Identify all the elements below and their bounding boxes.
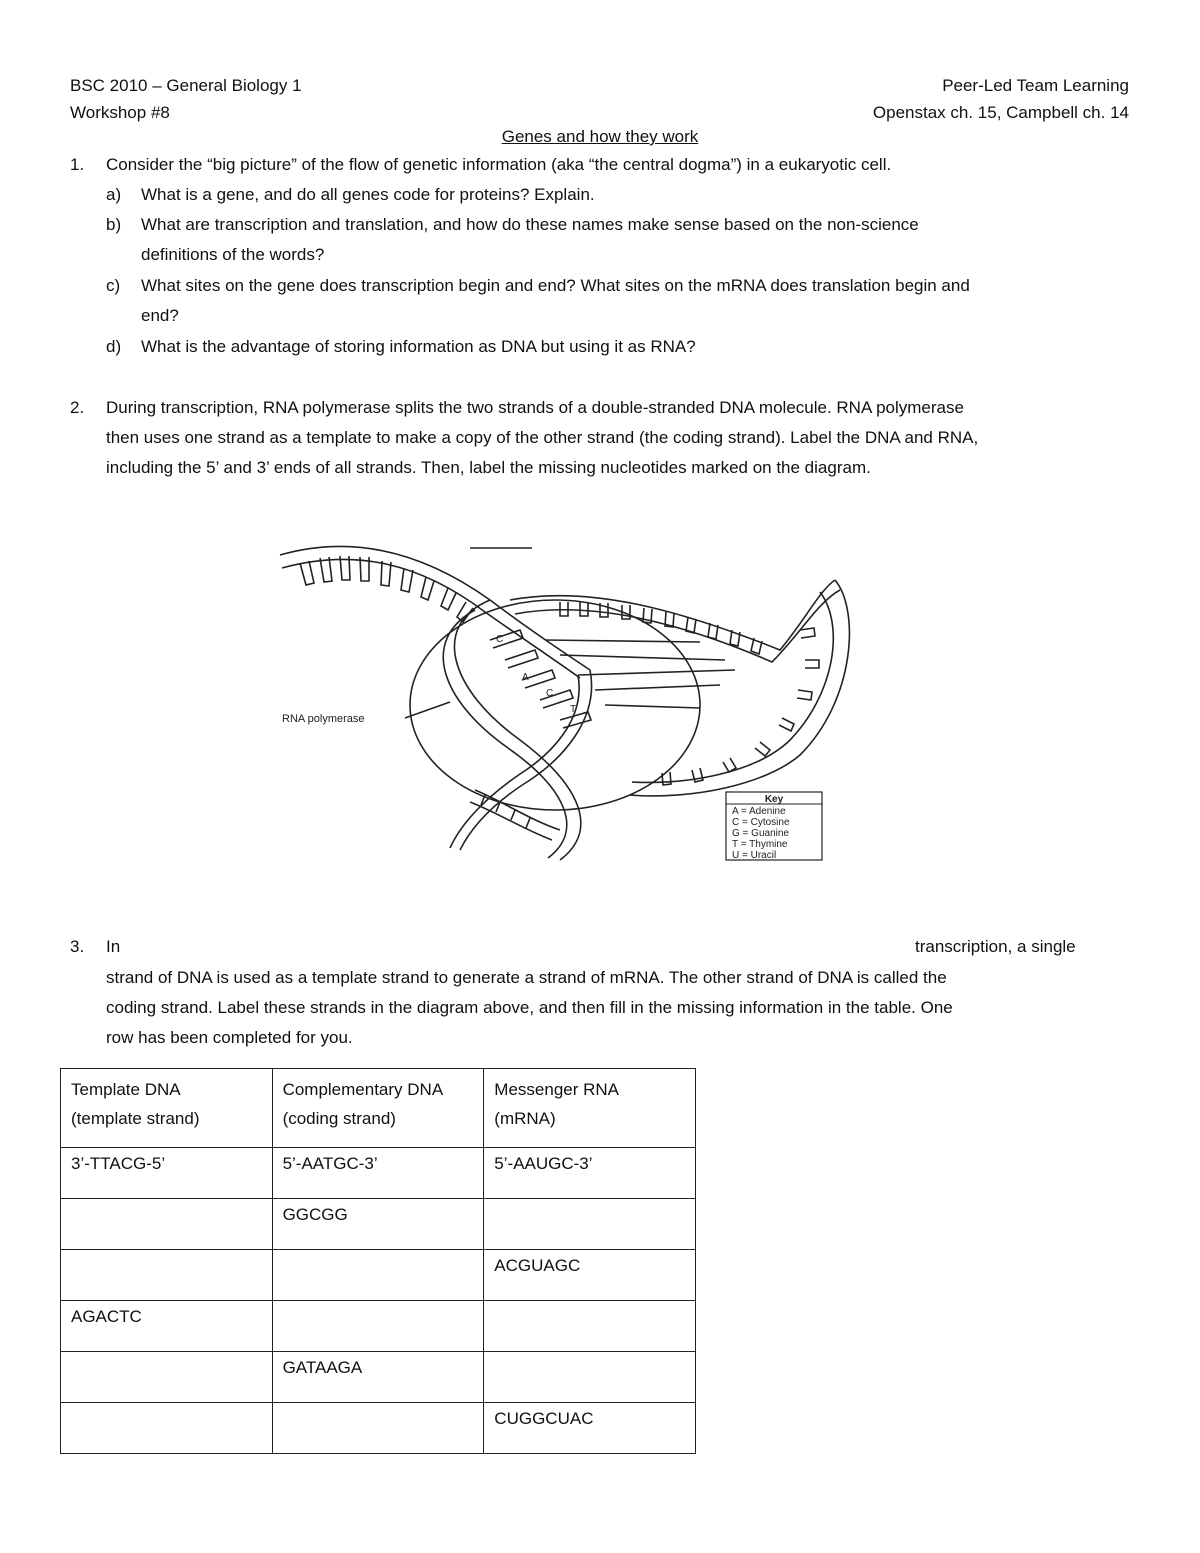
q1-part-text: What is a gene, and do all genes code for proteins? Explain. xyxy=(141,185,595,204)
table-row xyxy=(61,1250,696,1301)
table-cell[interactable] xyxy=(61,1199,273,1250)
table-cell: GATAAGA xyxy=(272,1352,484,1403)
table-cell: 5’-AAUGC-3’ xyxy=(484,1148,696,1199)
key-item: T = Thymine xyxy=(732,839,788,850)
q1-stem: Consider the “big picture” of the flow of genetic information (aka “the central dogma”) in a eukaryotic cell. xyxy=(106,155,892,174)
q1-part-label: c) xyxy=(106,276,121,295)
dna-upper-strand-inner xyxy=(282,559,580,678)
key-item: U = Uracil xyxy=(732,850,777,861)
rna-polymerase-pointer xyxy=(405,702,450,718)
q2-text: During transcription, RNA polymerase splits the two strands of a double-stranded DNA molecule. RNA polymerase xyxy=(106,398,964,417)
table-cell[interactable] xyxy=(484,1301,696,1352)
q3-number: 3. xyxy=(70,937,85,956)
rna-polymerase-shape xyxy=(410,600,700,810)
readings: Openstax ch. 15, Campbell ch. 14 xyxy=(872,103,1129,122)
q3-text: strand of DNA is used as a template strand to generate a strand of mRNA. The other strand of DNA is called the xyxy=(106,968,947,987)
table-row xyxy=(61,1199,696,1250)
workshop-number: Workshop #8 xyxy=(70,103,170,122)
table-cell: 3’-TTACG-5’ xyxy=(61,1148,273,1199)
q1-part-text: definitions of the words? xyxy=(141,245,325,264)
q1-part-text: What are transcription and translation, and how do these names make sense based on the non-science xyxy=(141,215,919,234)
helix-strand-b xyxy=(443,610,566,858)
table-cell[interactable] xyxy=(272,1301,484,1352)
table-row xyxy=(61,1301,696,1352)
q2-text: including the 5’ and 3’ ends of all strands. Then, label the missing nucleotides marked on the diagram. xyxy=(106,458,871,477)
table-row xyxy=(61,1403,696,1454)
label-line xyxy=(578,670,735,675)
table-cell: 5’-AATGC-3’ xyxy=(272,1148,484,1199)
base-letter: C xyxy=(546,688,554,699)
table-cell[interactable] xyxy=(61,1250,273,1301)
rna-polymerase-label: RNA polymerase xyxy=(282,713,365,725)
q1-part-label: b) xyxy=(106,215,122,234)
course-title: BSC 2010 – General Biology 1 xyxy=(70,76,302,95)
q2-text: then uses one strand as a template to make a copy of the other strand (the coding strand). Label the DNA and RNA, xyxy=(106,428,979,447)
table-cell: AGACTC xyxy=(61,1301,273,1352)
table-header-cell: Complementary DNA (coding strand) xyxy=(272,1069,484,1148)
sequence-table xyxy=(60,1068,696,1454)
table-cell: GGCGG xyxy=(272,1199,484,1250)
helix-strand-d xyxy=(450,675,579,848)
q3-text: coding strand. Label these strands in the diagram above, and then fill in the missing information in the table. One xyxy=(106,998,953,1017)
page-title: Genes and how they work xyxy=(501,127,699,146)
table-cell[interactable] xyxy=(272,1403,484,1454)
table-cell[interactable] xyxy=(61,1352,273,1403)
base-letter: C xyxy=(496,634,504,645)
q3-text-tail: transcription, a single xyxy=(915,937,1076,956)
table-row xyxy=(61,1148,696,1199)
q1-part-text: What is the advantage of storing information as DNA but using it as RNA? xyxy=(141,337,696,356)
table-header-row xyxy=(61,1069,696,1148)
q2-number: 2. xyxy=(70,398,85,417)
base-letter: T xyxy=(570,704,577,715)
dna-loop-bases xyxy=(662,628,819,785)
q1-part-label: d) xyxy=(106,337,122,356)
key-title: Key xyxy=(764,794,784,805)
q3-in-word: In xyxy=(106,937,121,956)
base-letter: A xyxy=(522,672,529,683)
key-item: A = Adenine xyxy=(732,806,786,817)
key-box xyxy=(726,792,822,861)
q1-part-label: a) xyxy=(106,185,122,204)
table-cell[interactable] xyxy=(484,1199,696,1250)
table-cell: CUGGCUAC xyxy=(484,1403,696,1454)
program-name: Peer-Led Team Learning xyxy=(942,76,1129,95)
table-header-cell: Messenger RNA (mRNA) xyxy=(484,1069,696,1148)
q3-text: row has been completed for you. xyxy=(106,1028,353,1047)
label-line xyxy=(560,655,725,660)
table-cell[interactable] xyxy=(484,1352,696,1403)
q1-number: 1. xyxy=(70,155,85,174)
table-cell[interactable] xyxy=(272,1250,484,1301)
table-cell: ACGUAGC xyxy=(484,1250,696,1301)
dna-upper-bases xyxy=(300,556,473,622)
key-item: C = Cytosine xyxy=(732,817,790,828)
key-item: G = Guanine xyxy=(732,828,789,839)
label-line xyxy=(605,705,700,708)
table-cell[interactable] xyxy=(61,1403,273,1454)
dna-upper-strand-outer xyxy=(280,546,590,670)
table-header-cell: Template DNA (template strand) xyxy=(61,1069,273,1148)
q1-part-text: end? xyxy=(141,306,179,325)
label-line xyxy=(545,640,700,642)
label-line xyxy=(595,685,720,690)
q1-part-text: What sites on the gene does transcription begin and end? What sites on the mRNA does translation begin and xyxy=(141,276,970,295)
table-row xyxy=(61,1352,696,1403)
transcription-diagram xyxy=(260,530,860,870)
